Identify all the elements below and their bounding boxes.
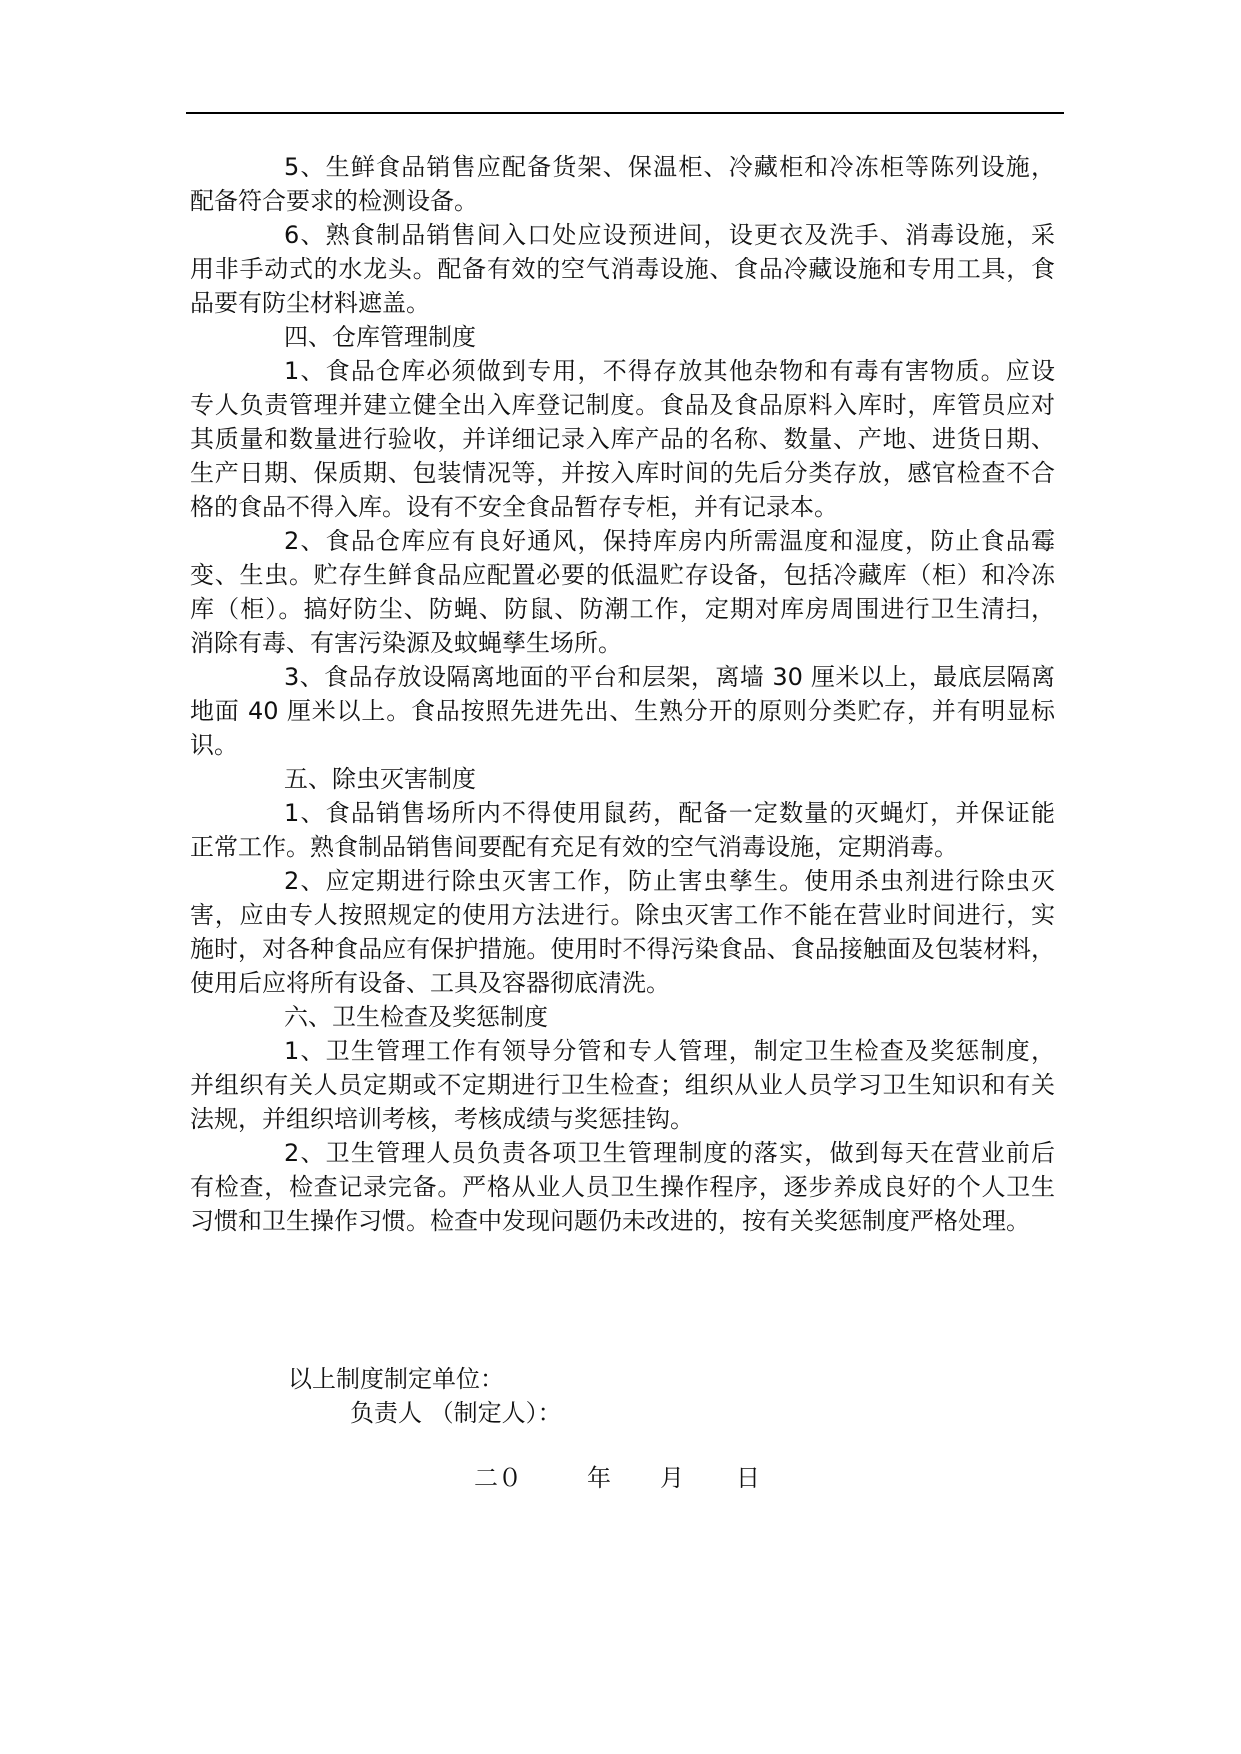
text-line: 1、食品销售场所内不得使用鼠药，配备一定数量的灭蝇灯，并保证能 <box>284 799 1055 827</box>
text-line: 害，应由专人按照规定的使用方法进行。除虫灭害工作不能在营业时间进行，实 <box>190 901 1055 929</box>
paragraph <box>190 218 1055 320</box>
text-line: 识。 <box>190 731 238 759</box>
text-line: 法规，并组织培训考核，考核成绩与奖惩挂钩。 <box>190 1105 694 1133</box>
footer-year: 年 <box>587 1464 611 1492</box>
section-heading <box>190 1000 1055 1034</box>
header-rule <box>186 112 1064 114</box>
paragraph <box>190 1034 1055 1136</box>
text-line: 有检查，检查记录完备。严格从业人员卫生操作程序，逐步养成良好的个人卫生 <box>190 1173 1055 1201</box>
text-line: 库（柜）。搞好防尘、防蝇、防鼠、防潮工作，定期对库房周围进行卫生清扫， <box>190 595 1055 623</box>
text-line: 1、卫生管理工作有领导分管和专人管理，制定卫生检查及奖惩制度， <box>284 1037 1055 1065</box>
text-line: 施时，对各种食品应有保护措施。使用时不得污染食品、食品接触面及包装材料， <box>190 935 1055 963</box>
text-line: 六、卫生检查及奖惩制度 <box>284 1003 548 1031</box>
paragraph <box>190 354 1055 524</box>
text-line: 使用后应将所有设备、工具及容器彻底清洗。 <box>190 969 670 997</box>
section-heading <box>190 320 1055 354</box>
paragraph <box>190 1136 1055 1238</box>
text-line: 配备符合要求的检测设备。 <box>190 187 478 215</box>
text-line: 习惯和卫生操作习惯。检查中发现问题仍未改进的，按有关奖惩制度严格处理。 <box>190 1207 1030 1235</box>
footer-unit-label: 以上制度制定单位： <box>288 1365 504 1393</box>
text-line: 四、仓库管理制度 <box>284 323 476 351</box>
text-line: 生产日期、保质期、包装情况等，并按入库时间的先后分类存放，感官检查不合 <box>190 459 1055 487</box>
footer-month: 月 <box>660 1464 684 1492</box>
footer-date-prefix: 二０ <box>474 1464 522 1492</box>
text-line: 其质量和数量进行验收，并详细记录入库产品的名称、数量、产地、进货日期、 <box>190 425 1055 453</box>
footer-day: 日 <box>736 1464 760 1492</box>
text-line: 用非手动式的水龙头。配备有效的空气消毒设施、食品冷藏设施和专用工具，食 <box>190 255 1055 283</box>
text-line: 消除有毒、有害污染源及蚊蝇孳生场所。 <box>190 629 622 657</box>
text-line: 正常工作。熟食制品销售间要配有充足有效的空气消毒设施，定期消毒。 <box>190 833 958 861</box>
paragraph <box>190 524 1055 660</box>
text-line: 2、应定期进行除虫灭害工作，防止害虫孳生。使用杀虫剂进行除虫灭 <box>284 867 1055 895</box>
text-line: 3、食品存放设隔离地面的平台和层架，离墙 30 厘米以上，最底层隔离 <box>284 663 1055 691</box>
text-line: 并组织有关人员定期或不定期进行卫生检查；组织从业人员学习卫生知识和有关 <box>190 1071 1055 1099</box>
paragraph <box>190 864 1055 1000</box>
text-line: 2、食品仓库应有良好通风，保持库房内所需温度和湿度，防止食品霉 <box>284 527 1055 555</box>
text-line: 1、食品仓库必须做到专用，不得存放其他杂物和有毒有害物质。应设 <box>284 357 1055 385</box>
text-line: 格的食品不得入库。设有不安全食品暂存专柜，并有记录本。 <box>190 493 838 521</box>
text-line: 变、生虫。贮存生鲜食品应配置必要的低温贮存设备，包括冷藏库（柜）和冷冻 <box>190 561 1055 589</box>
document-body <box>190 150 1055 1238</box>
text-line: 五、除虫灭害制度 <box>284 765 476 793</box>
paragraph <box>190 796 1055 864</box>
text-line: 5、生鲜食品销售应配备货架、保温柜、冷藏柜和冷冻柜等陈列设施， <box>284 153 1055 181</box>
section-heading <box>190 762 1055 796</box>
paragraph <box>190 660 1055 762</box>
footer-person-label: 负责人 （制定人）： <box>350 1399 562 1427</box>
text-line: 品要有防尘材料遮盖。 <box>190 289 430 317</box>
paragraph <box>190 150 1055 218</box>
text-line: 专人负责管理并建立健全出入库登记制度。食品及食品原料入库时，库管员应对 <box>190 391 1055 419</box>
text-line: 2、卫生管理人员负责各项卫生管理制度的落实，做到每天在营业前后 <box>284 1139 1055 1167</box>
text-line: 6、熟食制品销售间入口处应设预进间，设更衣及洗手、消毒设施，采 <box>284 221 1055 249</box>
text-line: 地面 40 厘米以上。食品按照先进先出、生熟分开的原则分类贮存，并有明显标 <box>190 697 1055 725</box>
